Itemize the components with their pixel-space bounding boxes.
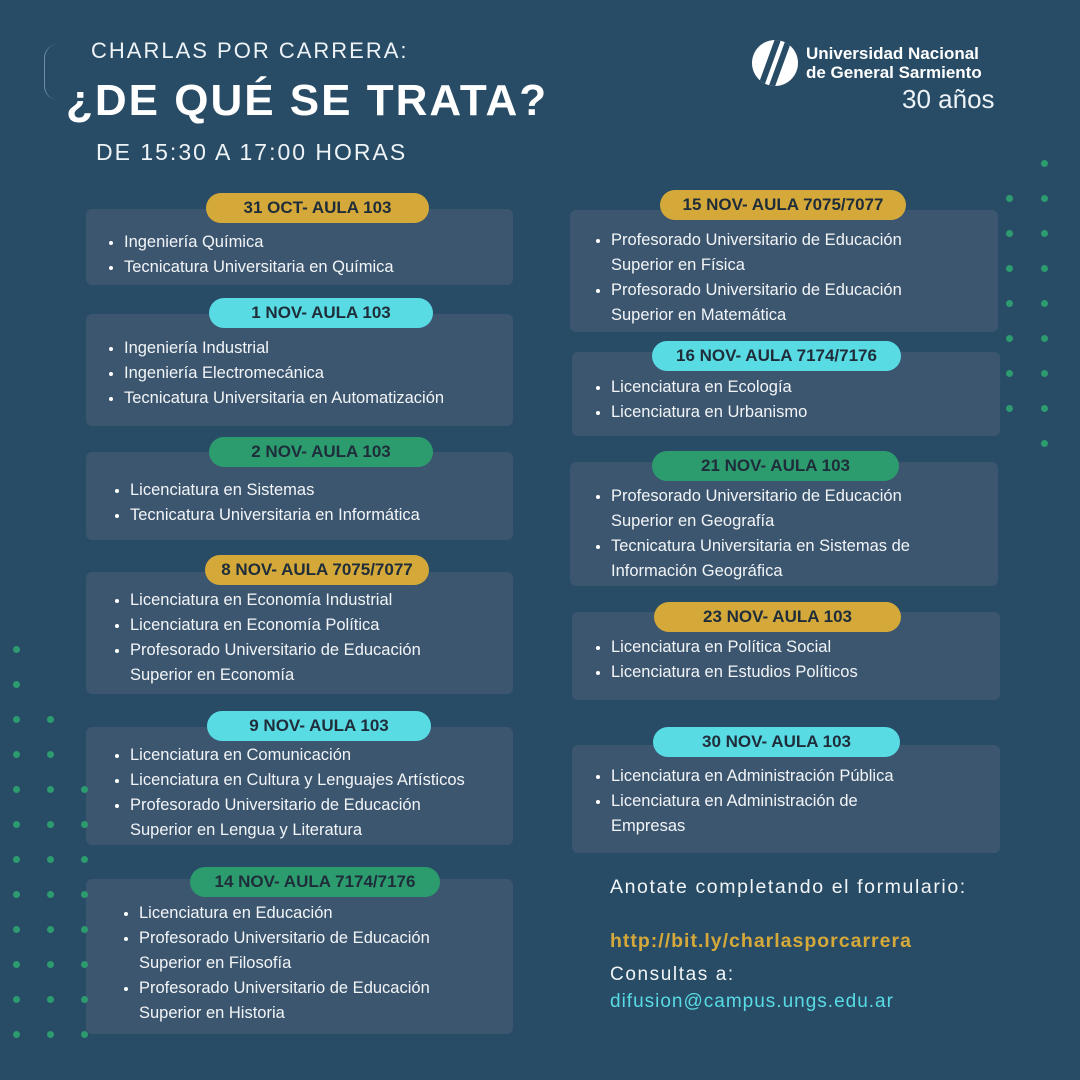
session-date-badge: 16 NOV- AULA 7174/7176 [652, 341, 901, 371]
university-logo [750, 38, 1020, 118]
session-date-badge: 21 NOV- AULA 103 [652, 451, 899, 481]
decorative-dot [13, 856, 20, 863]
decorative-dot [13, 681, 20, 688]
list-item: Tecnicatura Universitaria en Sistemas de Información Geográfica [593, 534, 973, 584]
signup-link[interactable]: http://bit.ly/charlasporcarrera [610, 930, 912, 952]
decorative-dot [81, 891, 88, 898]
decorative-dot [81, 926, 88, 933]
list-item: Ingeniería Electromecánica [106, 361, 513, 386]
list-item: Profesorado Universitario de Educación Superior en Economía [112, 638, 462, 688]
decorative-dot [81, 821, 88, 828]
decorative-dot [1006, 300, 1013, 307]
decorative-dot [13, 646, 20, 653]
list-item: Profesorado Universitario de Educación Superior en Historia [121, 976, 471, 1026]
list-item: Profesorado Universitario de Educación Superior en Lengua y Literatura [112, 793, 462, 843]
session-date-badge: 8 NOV- AULA 7075/7077 [205, 555, 429, 585]
decorative-bracket [44, 44, 58, 100]
decorative-dot [1041, 265, 1048, 272]
session-card-14nov [86, 879, 513, 1034]
session-date-badge: 31 OCT- AULA 103 [206, 193, 429, 223]
list-item: Licenciatura en Cultura y Lenguajes Artísticos [112, 768, 513, 793]
list-item: Licenciatura en Estudios Políticos [593, 660, 1000, 685]
decorative-dot [81, 996, 88, 1003]
logo-name-line2: de General Sarmiento [806, 63, 982, 82]
session-card-9nov [86, 727, 513, 845]
decorative-dot [1006, 405, 1013, 412]
list-item: Licenciatura en Ecología [593, 375, 1000, 400]
decorative-dot [1006, 195, 1013, 202]
session-card-8nov [86, 572, 513, 694]
decorative-dot [13, 1031, 20, 1038]
logo-years: 30 años [902, 84, 995, 114]
decorative-dot [1041, 335, 1048, 342]
decorative-dot [81, 961, 88, 968]
decorative-dot [47, 891, 54, 898]
decorative-dot [1041, 440, 1048, 447]
decorative-dot [1006, 370, 1013, 377]
decorative-dot [1006, 335, 1013, 342]
decorative-dot [13, 891, 20, 898]
decorative-dot [47, 716, 54, 723]
session-card-30nov [572, 745, 1000, 853]
decorative-dot [47, 821, 54, 828]
list-item: Ingeniería Química [106, 230, 513, 255]
decorative-dot [1041, 370, 1048, 377]
session-date-badge: 23 NOV- AULA 103 [654, 602, 901, 632]
session-date-badge: 1 NOV- AULA 103 [209, 298, 433, 328]
list-item: Profesorado Universitario de Educación Superior en Filosofía [121, 926, 471, 976]
decorative-dot [47, 856, 54, 863]
list-item: Licenciatura en Urbanismo [593, 400, 1000, 425]
decorative-dot [1006, 265, 1013, 272]
session-date-badge: 14 NOV- AULA 7174/7176 [190, 867, 440, 897]
session-date-badge: 2 NOV- AULA 103 [209, 437, 433, 467]
decorative-dot [81, 1031, 88, 1038]
decorative-dot [13, 751, 20, 758]
decorative-dot [13, 926, 20, 933]
page-title: ¿DE QUÉ SE TRATA? [66, 76, 549, 125]
decorative-dot [1041, 230, 1048, 237]
list-item: Licenciatura en Comunicación [112, 743, 513, 768]
decorative-dot [1006, 230, 1013, 237]
list-item: Licenciatura en Economía Política [112, 613, 513, 638]
decorative-dot [1041, 300, 1048, 307]
decorative-dot [1041, 160, 1048, 167]
schedule-hours: DE 15:30 A 17:00 HORAS [96, 139, 408, 165]
decorative-dot [13, 996, 20, 1003]
decorative-dot [13, 821, 20, 828]
ungs-logo-icon [752, 40, 798, 86]
decorative-dot [47, 996, 54, 1003]
decorative-dot [47, 786, 54, 793]
list-item: Tecnicatura Universitaria en Informática [112, 503, 513, 528]
decorative-dot [47, 961, 54, 968]
session-date-badge: 30 NOV- AULA 103 [653, 727, 900, 757]
list-item: Profesorado Universitario de Educación Superior en Física [593, 228, 948, 278]
decorative-dot [1041, 195, 1048, 202]
contact-email[interactable]: difusion@campus.ungs.edu.ar [610, 991, 894, 1012]
session-date-badge: 15 NOV- AULA 7075/7077 [660, 190, 906, 220]
list-item: Licenciatura en Educación [121, 901, 513, 926]
list-item: Licenciatura en Administración Pública [593, 764, 1000, 789]
decorative-dot [13, 786, 20, 793]
decorative-dot [47, 751, 54, 758]
contact-label: Consultas a: [610, 964, 735, 985]
session-card-15nov [570, 210, 998, 332]
decorative-dot [81, 786, 88, 793]
header-subtitle: CHARLAS POR CARRERA: [91, 38, 409, 63]
logo-name-line1: Universidad Nacional [806, 44, 979, 63]
list-item: Tecnicatura Universitaria en Química [106, 255, 513, 280]
session-card-1nov [86, 314, 513, 426]
decorative-dot [13, 961, 20, 968]
list-item: Profesorado Universitario de Educación Superior en Geografía [593, 484, 953, 534]
decorative-dot [47, 926, 54, 933]
list-item: Licenciatura en Política Social [593, 635, 1000, 660]
decorative-dot [13, 716, 20, 723]
decorative-dot [1041, 405, 1048, 412]
list-item: Profesorado Universitario de Educación Superior en Matemática [593, 278, 948, 328]
list-item: Licenciatura en Sistemas [112, 478, 513, 503]
logo-name [806, 44, 982, 82]
decorative-dot [81, 856, 88, 863]
list-item: Tecnicatura Universitaria en Automatización [106, 386, 513, 411]
list-item: Ingeniería Industrial [106, 336, 513, 361]
list-item: Licenciatura en Economía Industrial [112, 588, 513, 613]
decorative-dot [47, 1031, 54, 1038]
list-item: Licenciatura en Administración de Empresas [593, 789, 923, 839]
session-date-badge: 9 NOV- AULA 103 [207, 711, 431, 741]
signup-instructions: Anotate completando el formulario: [610, 876, 967, 898]
